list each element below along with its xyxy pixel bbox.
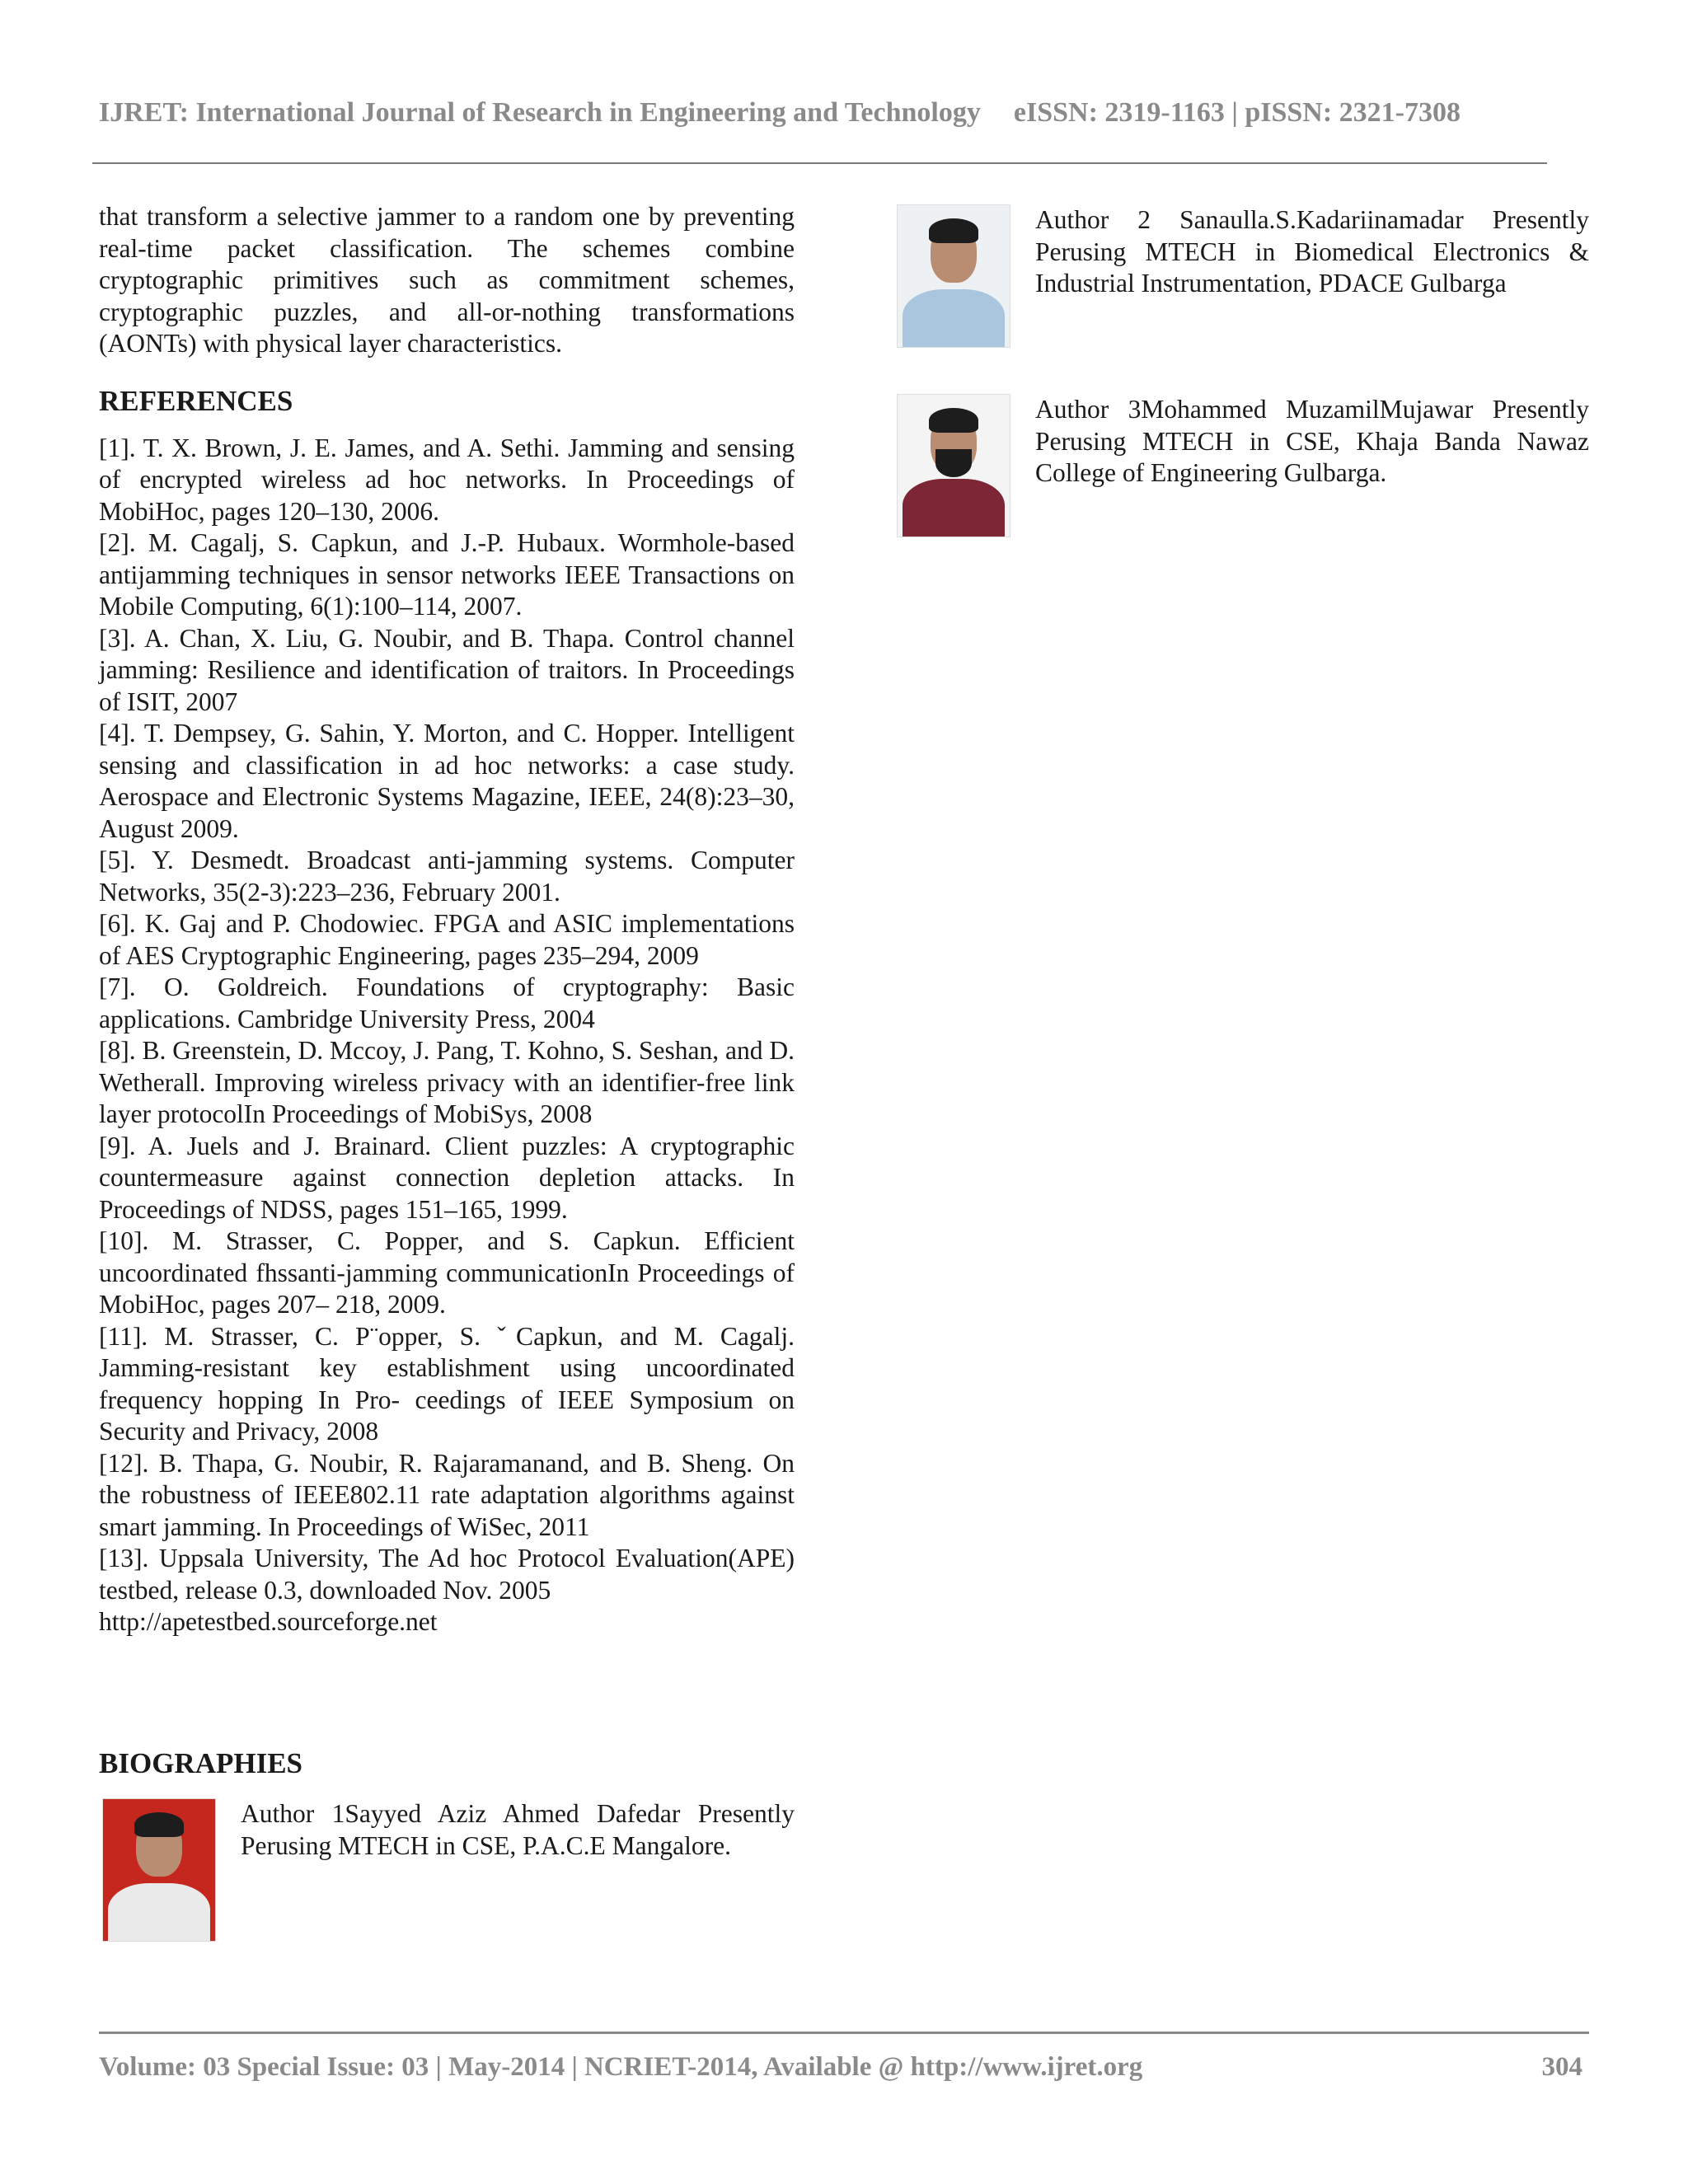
issn-info: eISSN: 2319-1163 | pISSN: 2321-7308 xyxy=(1013,97,1461,128)
author-3-bio xyxy=(897,394,1589,537)
author-2-text: Author 2 Sanaulla.S.Kadariinamadar Presently Perusing MTECH in Biomedical Electronics & Industrial Instrumentation, PDACE Gulbarga xyxy=(1035,205,1589,298)
reference-item: [1]. T. X. Brown, J. E. James, and A. Sethi. Jamming and sensing of encrypted wireless ad hoc networks. In Proceedings of MobiHoc, pages 120–130, 2006. xyxy=(99,433,795,526)
intro-paragraph: that transform a selective jammer to a random one by preventing real-time packet classification. The schemes combine cryptographic primitives such as commitment schemes, cryptographic puzzles, and all-or-nothing transformations (AONTs) with physical layer characteristics. xyxy=(99,202,795,358)
reference-item: [6]. K. Gaj and P. Chodowiec. FPGA and ASIC implementations of AES Cryptographic Engineering, pages 235–294, 2009 xyxy=(99,909,795,970)
reference-item: [9]. A. Juels and J. Brainard. Client puzzles: A cryptographic countermeasure against connection depletion attacks. In Proceedings of NDSS, pages 151–165, 1999. xyxy=(99,1131,795,1224)
reference-item: [10]. M. Strasser, C. Popper, and S. Capkun. Efficient uncoordinated fhssanti-jamming communicationIn Proceedings of MobiHoc, pages 207– 218, 2009. xyxy=(99,1226,795,1319)
reference-item: [3]. A. Chan, X. Liu, G. Noubir, and B. Thapa. Control channel jamming: Resilience and identification of traitors. In Proceedings of ISIT, 2007 xyxy=(99,623,795,716)
biographies-heading: BIOGRAPHIES xyxy=(99,1747,302,1779)
left-column xyxy=(99,201,795,1638)
reference-item: [2]. M. Cagalj, S. Capkun, and J.-P. Hubaux. Wormhole-based antijamming techniques in sensor networks IEEE Transactions on Mobile Computing, 6(1):100–114, 2007. xyxy=(99,528,795,621)
author-3-text: Author 3Mohammed MuzamilMujawar Presently Perusing MTECH in CSE, Khaja Banda Nawaz College of Engineering Gulbarga. xyxy=(1035,395,1589,487)
running-footer xyxy=(99,2052,1582,2083)
author-1-bio xyxy=(102,1798,795,1942)
reference-item: [13]. Uppsala University, The Ad hoc Protocol Evaluation(APE) testbed, release 0.3, downloaded Nov. 2005 xyxy=(99,1544,795,1605)
running-header xyxy=(99,97,1599,129)
footer-divider xyxy=(99,2032,1589,2034)
reference-item: [7]. O. Goldreich. Foundations of cryptography: Basic applications. Cambridge University Press, 2004 xyxy=(99,972,795,1033)
header-divider xyxy=(92,162,1547,164)
reference-item: [4]. T. Dempsey, G. Sahin, Y. Morton, and C. Hopper. Intelligent sensing and classification in ad hoc networks: a case study. Aerospace and Electronic Systems Magazine, IEEE, 24(8):23–30, August 2009. xyxy=(99,719,795,843)
reference-list xyxy=(99,433,795,1638)
reference-url: http://apetestbed.sourceforge.net xyxy=(99,1607,438,1636)
references-heading: REFERENCES xyxy=(99,384,293,417)
page-number: 304 xyxy=(1541,2052,1582,2082)
author-2-bio xyxy=(897,204,1589,348)
journal-title: IJRET: International Journal of Research in Engineering and Technology xyxy=(99,97,981,128)
reference-item: [8]. B. Greenstein, D. Mccoy, J. Pang, T. Kohno, S. Seshan, and D. Wetherall. Improving wireless privacy with an identifier-free link layer protocolIn Proceedings of MobiSys, 2008 xyxy=(99,1036,795,1128)
author-1-text: Author 1Sayyed Aziz Ahmed Dafedar Presently Perusing MTECH in CSE, P.A.C.E Mangalore. xyxy=(241,1799,795,1860)
reference-item: [5]. Y. Desmedt. Broadcast anti-jamming systems. Computer Networks, 35(2-3):223–236, February 2001. xyxy=(99,846,795,907)
footer-text: Volume: 03 Special Issue: 03 | May-2014 | NCRIET-2014, Available @ http://www.ijret.org xyxy=(99,2052,1143,2082)
author-1-photo xyxy=(102,1798,216,1942)
reference-item: [12]. B. Thapa, G. Noubir, R. Rajaramanand, and B. Sheng. On the robustness of IEEE802.11 rate adaptation algorithms against smart jamming. In Proceedings of WiSec, 2011 xyxy=(99,1448,795,1541)
author-2-photo xyxy=(897,204,1010,348)
reference-item: [11]. M. Strasser, C. P¨opper, S. ˇCapkun, and M. Cagalj. Jamming-resistant key establishment using uncoordinated frequency hopping In Pro- ceedings of IEEE Symposium on Security and Privacy, 2008 xyxy=(99,1321,795,1446)
author-3-photo xyxy=(897,394,1010,537)
